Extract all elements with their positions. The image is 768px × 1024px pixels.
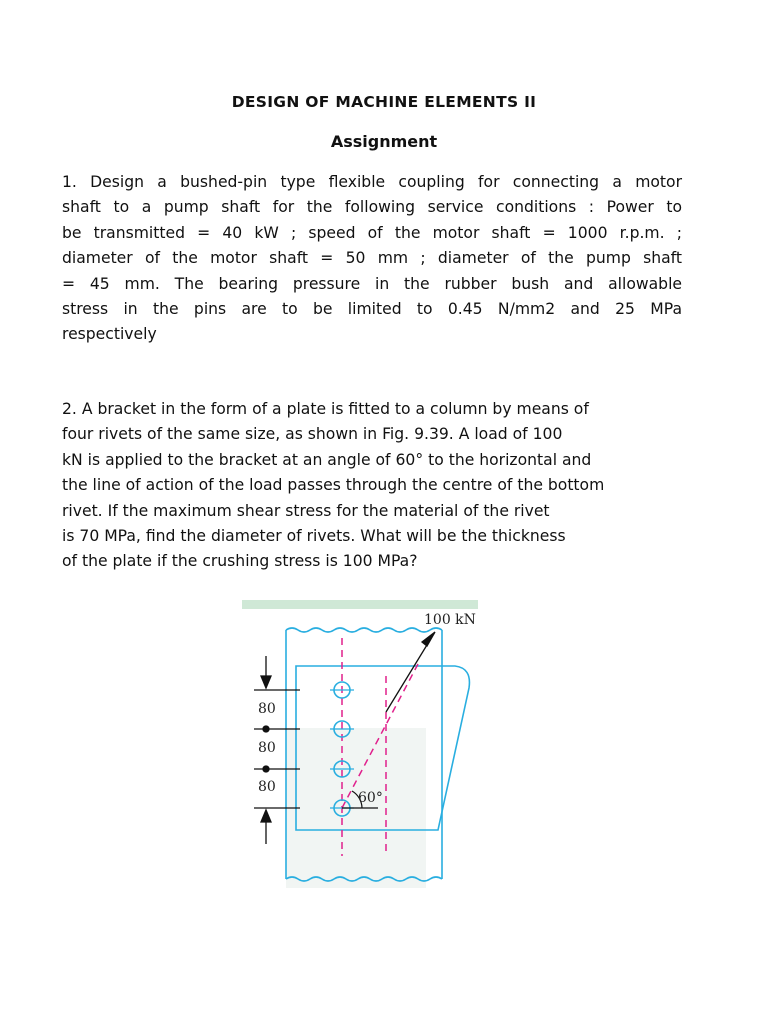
question-1-line: 1. Design a bushed-pin type flexible coupling for connecting a motor bbox=[62, 173, 682, 191]
figure-top-band bbox=[242, 600, 478, 609]
question-2-line: kN is applied to the bracket at an angle of 60° to the horizontal and bbox=[62, 450, 592, 469]
page-subtitle: Assignment bbox=[330, 132, 438, 151]
load-arrow bbox=[386, 632, 435, 712]
question-2 bbox=[62, 397, 682, 575]
question-2-line: is 70 MPa, find the diameter of rivets. What will be the thickness bbox=[62, 527, 566, 546]
question-2-line: the line of action of the load passes through the centre of the bottom bbox=[62, 476, 605, 495]
question-1-line: stress in the pins are to be limited to 0.45 N/mm2 and 25 MPa bbox=[62, 300, 682, 319]
angle-label: 60° bbox=[358, 790, 383, 806]
question-2-line: 2. A bracket in the form of a plate is fitted to a column by means of bbox=[62, 400, 589, 418]
page-title: DESIGN OF MACHINE ELEMENTS II bbox=[231, 93, 537, 111]
question-2-line: of the plate if the crushing stress is 100 MPa? bbox=[62, 552, 418, 571]
question-1-line: diameter of the motor shaft = 50 mm ; diameter of the pump shaft bbox=[62, 249, 682, 268]
bracket-figure bbox=[240, 598, 488, 898]
load-label: 100 kN bbox=[424, 612, 476, 628]
question-2-line: rivet. If the maximum shear stress for the material of the rivet bbox=[62, 501, 550, 520]
question-1-line: be transmitted = 40 kW ; speed of the motor shaft = 1000 r.p.m. ; bbox=[62, 223, 682, 242]
question-1-line: respectively bbox=[62, 325, 157, 344]
question-1 bbox=[62, 170, 682, 348]
dimension-label: 80 bbox=[258, 701, 276, 717]
question-1-line: shaft to a pump shaft for the following service conditions : Power to bbox=[62, 198, 682, 217]
bracket-diagram bbox=[240, 598, 488, 898]
dimension-label: 80 bbox=[258, 740, 276, 756]
dimension-label: 80 bbox=[258, 779, 276, 795]
question-2-line: four rivets of the same size, as shown in Fig. 9.39. A load of 100 bbox=[62, 425, 563, 444]
question-1-line: = 45 mm. The bearing pressure in the rubber bush and allowable bbox=[62, 274, 682, 293]
